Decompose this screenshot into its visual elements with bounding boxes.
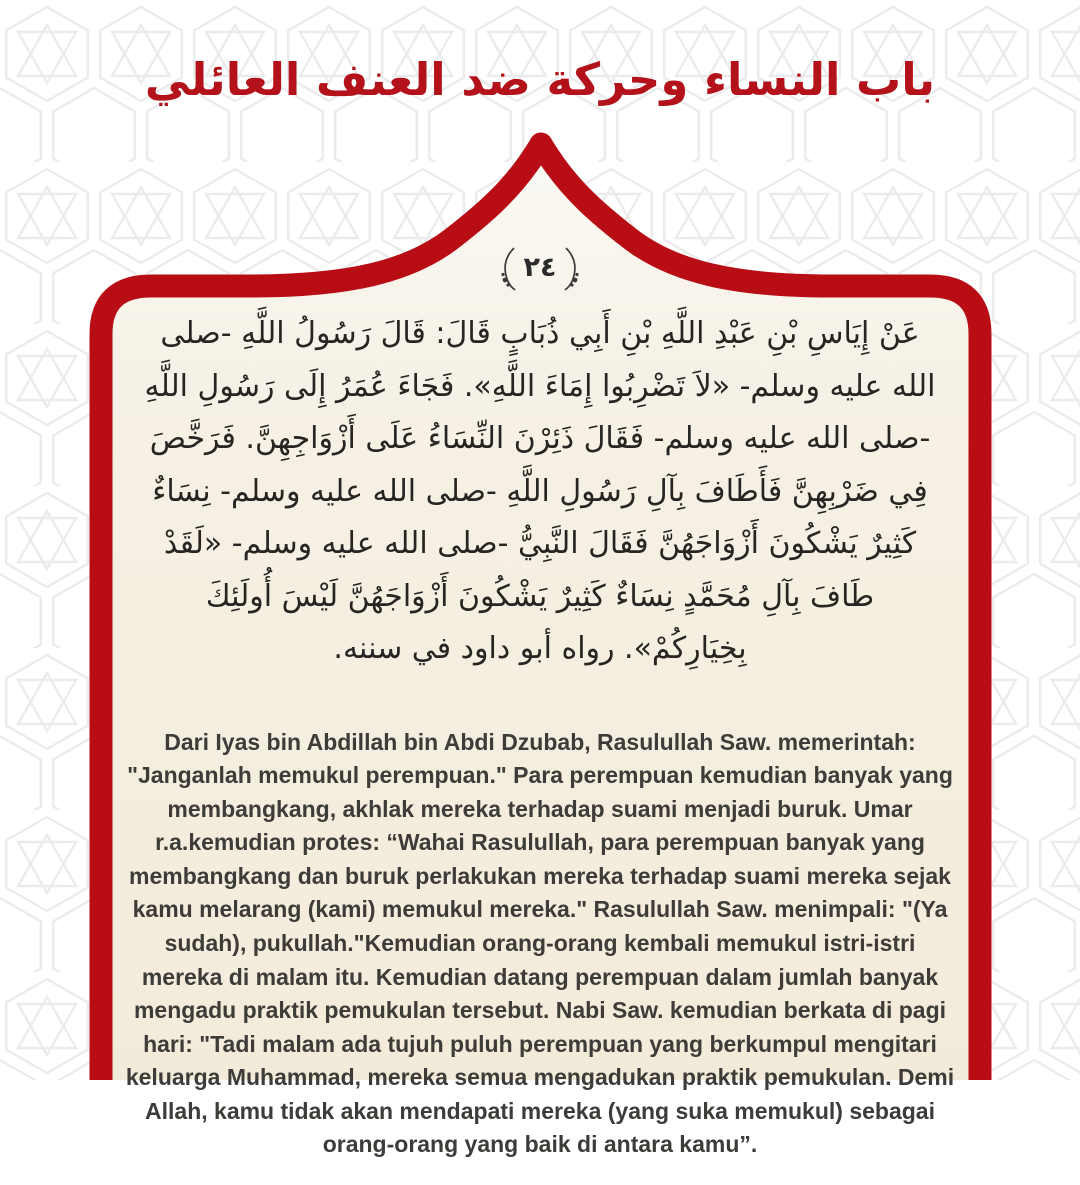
page-title: باب النساء وحركة ضد العنف العائلي	[144, 53, 936, 106]
hadith-number-badge	[500, 246, 581, 292]
hadith-card-content	[118, 246, 962, 1185]
floral-bracket-right-icon	[563, 246, 580, 292]
hadith-arabic-text: عَنْ إِيَاسِ بْنِ عَبْدِ اللَّهِ بْنِ أَبِي ذُبَابٍ قَالَ: قَالَ رَسُولُ اللَّهِ -صلى الله عليه وسلم- «لاَ تَضْرِبُوا إِمَاءَ اللَّهِ». فَجَاءَ عُمَرُ إِلَى رَسُولِ اللَّهِ -صلى الله عليه وسلم- فَقَالَ ذَئِرْنَ النِّسَاءُ عَلَى أَزْوَاجِهِنَّ. فَرَخَّصَ فِي ضَرْبِهِنَّ فَأَطَافَ بِآلِ رَسُولِ اللَّهِ -صلى الله عليه وسلم- نِسَاءٌ كَثِيرٌ يَشْكُونَ أَزْوَاجَهُنَّ فَقَالَ النَّبِيُّ -صلى الله عليه وسلم- «لَقَدْ طَافَ بِآلِ مُحَمَّدٍ نِسَاءٌ كَثِيرٌ يَشْكُونَ أَزْوَاجَهُنَّ لَيْسَ أُولَئِكَ بِخِيَارِكُمْ». رواه أبو داود في سننه.	[144, 316, 936, 666]
floral-bracket-left-icon	[500, 246, 517, 292]
hadith-number: ٢٤	[523, 251, 557, 283]
hadith-translation-text: Dari Iyas bin Abdillah bin Abdi Dzubab, Rasulullah Saw. memerintah: "Janganlah memukul perempuan." Para perempuan kemudian banyak yang membangkang, akhlak mereka terhadap suami menjadi buruk. Umar r.a.kemudian protes: “Wahai Rasulullah, para perempuan banyak yang membangkang dan buruk perlakukan mereka terhadap suami mereka sejak kamu melarang (kami) memukul mereka." Rasulullah Saw. menimpali: "(Ya sudah), pukullah."Kemudian orang-orang kembali memukul istri-istri mereka di malam itu. Kemudian datang perempuan dalam jumlah banyak mengadu praktik pemukulan tersebut. Nabi Saw. kemudian berkata di pagi hari: "Tadi malam ada tujuh puluh perempuan yang berkumpul mengitari keluarga Muhammad, mereka semua mengadukan praktik pemukulan. Demi Allah, kamu tidak akan mendapati mereka (yang suka memukul) sebagai orang-orang yang baik di antara kamu”.	[125, 728, 955, 1158]
